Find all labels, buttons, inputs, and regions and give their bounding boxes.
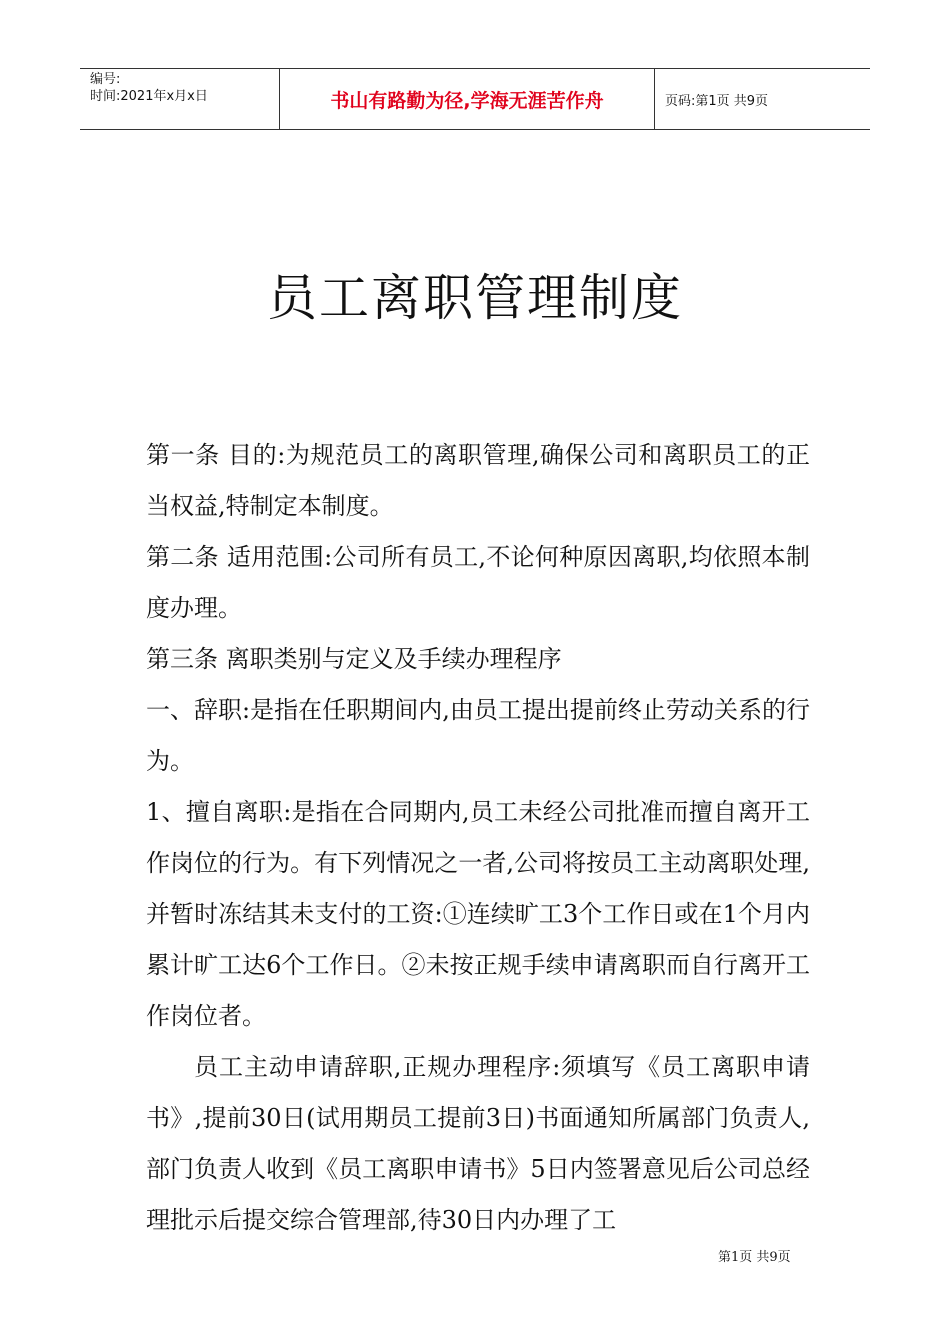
article-3: 第三条 离职类别与定义及手续办理程序 bbox=[146, 645, 562, 673]
header-page-code: 页码:第1页 共9页 bbox=[665, 93, 769, 109]
resignation-procedure: 员工主动申请辞职,正规办理程序:须填写《员工离职申请书》,提前30日(试用期员工提前3日)书面通知所属部门负责人,部门负责人收到《员工离职申请书》5日内签署意见后公司总经理批示后提交综合管理部,待30日内办理了工 bbox=[146, 1053, 810, 1234]
article-1: 第一条 目的:为规范员工的离职管理,确保公司和离职员工的正当权益,特制定本制度。 bbox=[146, 441, 810, 520]
header-meta bbox=[80, 69, 280, 129]
document-body bbox=[146, 430, 810, 1246]
section-resignation: 一、辞职:是指在任职期间内,由员工提出提前终止劳动关系的行为。 bbox=[146, 696, 810, 775]
article-2: 第二条 适用范围:公司所有员工,不论何种原因离职,均依照本制度办理。 bbox=[146, 543, 810, 622]
page-header bbox=[80, 68, 870, 130]
item-unauthorized-leave: 1、擅自离职:是指在合同期内,员工未经公司批准而擅自离开工作岗位的行为。有下列情况之一者,公司将按员工主动离职处理,并暂时冻结其未支付的工资:①连续旷工3个工作日或在1个月内累计旷工达6个工作日。②未按正规手续申请离职而自行离开工作岗位者。 bbox=[146, 798, 810, 1030]
header-slogan: 书山有路勤为径,学海无涯苦作舟 bbox=[280, 69, 655, 129]
page-footer: 第1页 共9页 bbox=[718, 1250, 791, 1265]
document-number-label: 编号: bbox=[90, 72, 121, 87]
document-title: 员工离职管理制度 bbox=[267, 269, 683, 327]
document-time-label: 时间:2021年x月x日 bbox=[90, 89, 208, 104]
